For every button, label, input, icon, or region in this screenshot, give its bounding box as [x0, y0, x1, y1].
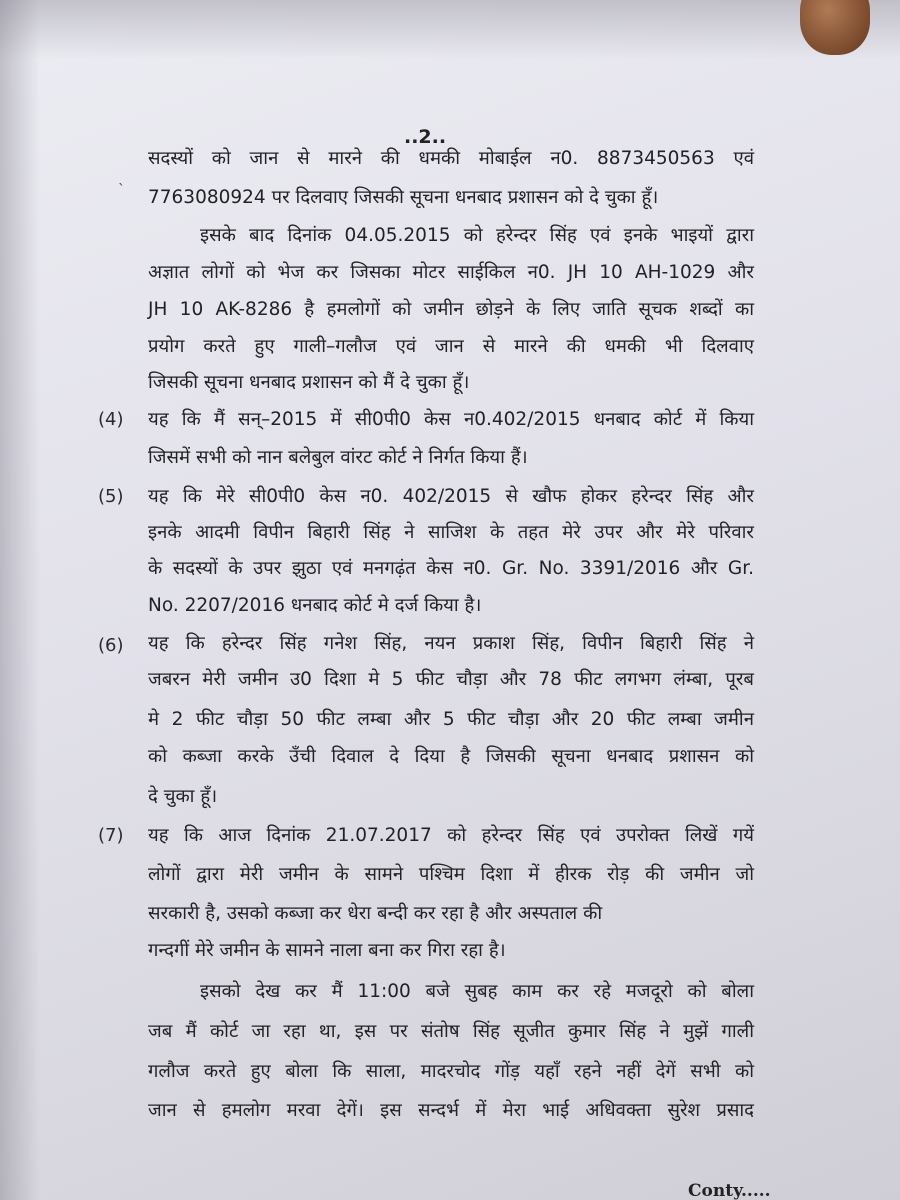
- body-line: 7763080924 पर दिलवाए जिसकी सूचना धनबाद प्रशासन को दे चुका हूँ।: [148, 187, 659, 208]
- margin-mark: ˎ: [118, 170, 125, 186]
- body-line: यह कि आज दिनांक 21.07.2017 को हरेन्दर सिंह एवं उपरोक्त लिखें गयें: [148, 825, 754, 846]
- body-line: No. 2207/2016 धनबाद कोर्ट मे दर्ज किया है।: [148, 595, 482, 616]
- continuation-mark: Conty.....: [688, 1181, 771, 1200]
- body-line: यह कि मेरे सी0पी0 केस न0. 402/2015 से खौफ होकर हरेन्दर सिंह और: [148, 486, 754, 507]
- body-line: गलौज करते हुए बोला कि साला, मादरचोद गोंड़ यहाँ रहने नहीं देगें सभी को: [148, 1061, 754, 1082]
- body-line: अज्ञात लोगों को भेज कर जिसका मोटर साईकिल न0. JH 10 AH-1029 और: [148, 262, 754, 283]
- clause-number: (5): [98, 486, 124, 507]
- body-line: के सदस्यों के उपर झुठा एवं मनगढ़ंत केस न0. Gr. No. 3391/2016 और Gr.: [148, 558, 754, 579]
- page-shadow-top: [0, 0, 900, 60]
- clause-number: (4): [98, 409, 124, 430]
- clause-number: (6): [98, 635, 124, 656]
- body-line: दे चुका हूँ।: [148, 786, 218, 807]
- body-line: यह कि मैं सन्–2015 में सी0पी0 केस न0.402/2015 धनबाद कोर्ट में किया: [148, 409, 754, 430]
- clause-number: (7): [98, 825, 124, 846]
- body-line: इसको देख कर मैं 11:00 बजे सुबह काम कर रहे मजदूरो को बोला: [200, 981, 754, 1002]
- body-line: जान से हमलोग मरवा देगें। इस सन्दर्भ में मेरा भाई अधिवक्ता सुरेश प्रसाद: [148, 1100, 754, 1121]
- body-line: जब मैं कोर्ट जा रहा था, इस पर संतोष सिंह सूजीत कुमार सिंह ने मुझें गाली: [148, 1021, 754, 1042]
- body-line: यह कि हरेन्दर सिंह गनेश सिंह, नयन प्रकाश सिंह, विपीन बिहारी सिंह ने: [148, 633, 754, 654]
- body-line: सदस्यों को जान से मारने की धमकी मोबाईल न0. 8873450563 एवं: [148, 148, 754, 169]
- body-line: प्रयोग करते हुए गाली–गलौज एवं जान से मारने की धमकी भी दिलवाए: [148, 336, 754, 357]
- page-number: ..2..: [404, 126, 447, 148]
- body-line: लोगों द्वारा मेरी जमीन के सामने पश्चिम दिशा में हीरक रोड़ की जमीन जो: [148, 864, 754, 885]
- body-line: जबरन मेरी जमीन उ0 दिशा मे 5 फीट चौड़ा और 78 फीट लगभग लंम्बा, पूरब: [148, 669, 754, 690]
- body-line: इसके बाद दिनांक 04.05.2015 को हरेन्दर सिंह एवं इनके भाइयों द्वारा: [200, 225, 754, 246]
- body-line: JH 10 AK-8286 है हमलोगों को जमीन छोड़ने के लिए जाति सूचक शब्दों का: [148, 299, 754, 320]
- body-line: सरकारी है, उसको कब्जा कर धेरा बन्दी कर रहा है और अस्पताल की: [148, 903, 603, 924]
- body-line: को कब्जा करके उँची दिवाल दे दिया है जिसकी सूचना धनबाद प्रशासन को: [148, 746, 754, 767]
- body-line: इनके आदमी विपीन बिहारी सिंह ने साजिश के तहत मेरे उपर और मेरे परिवार: [148, 522, 754, 543]
- body-line: जिसमें सभी को नान बलेबुल वांरट कोर्ट ने निर्गत किया हैं।: [148, 447, 528, 468]
- body-line: मे 2 फीट चौड़ा 50 फीट लम्बा और 5 फीट चौड़ा और 20 फीट लम्बा जमीन: [148, 709, 754, 730]
- page-shadow-left: [0, 0, 40, 1200]
- body-line: जिसकी सूचना धनबाद प्रशासन को मैं दे चुका हूँ।: [148, 372, 470, 393]
- body-line: गन्दगीं मेरे जमीन के सामने नाला बना कर गिरा रहा है।: [148, 940, 506, 961]
